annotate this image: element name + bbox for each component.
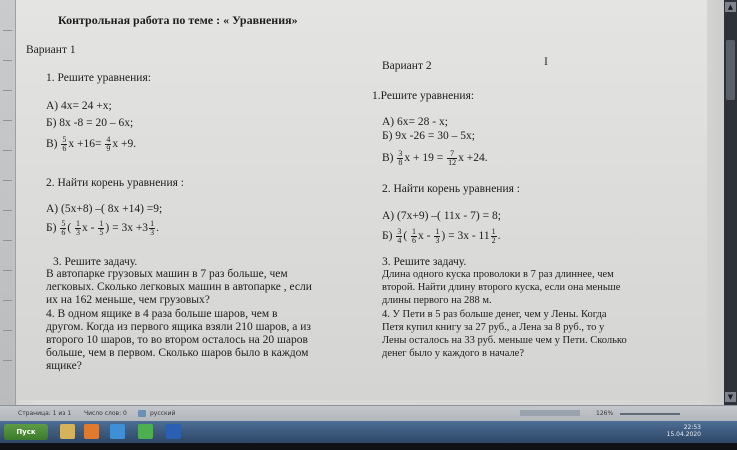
chrome-icon[interactable]	[138, 424, 153, 439]
vertical-ruler[interactable]	[0, 0, 16, 405]
document-title: Контрольная работа по теме : « Уравнения»	[58, 13, 298, 27]
v1-problem-line: их на 162 меньше, чем грузовых?	[46, 294, 210, 306]
page-count: Страница: 1 из 1	[18, 410, 72, 417]
vertical-scrollbar[interactable]	[724, 0, 737, 405]
v2-eq-c: В) $\frac{3}{8}$ х + 19 = $\frac{7}{12}$ х +24.	[382, 149, 488, 167]
text-cursor-icon: Ι	[544, 54, 548, 68]
v1-problem-line: ящике?	[46, 360, 82, 372]
v2-problem-line: 4. У Пети в 5 раз больше денег, чем у Лены. Когда	[382, 309, 607, 320]
v2-section-3: 3. Решите задачу.	[382, 256, 467, 268]
v2-problem-line: длины первого на 288 м.	[382, 295, 492, 306]
system-clock[interactable]: 22:53 15.04.2020	[666, 424, 701, 438]
v1-section-1: 1. Решите уравнения:	[46, 72, 151, 84]
v2-problem-line: Лены осталось на 33 руб. меньше чем у Пети. Сколько	[382, 335, 627, 346]
word-count: Число слов: 0	[84, 410, 127, 417]
word-icon[interactable]	[166, 424, 181, 439]
v1-eq-d: А) (5х+8) –( 8х +14) =9;	[46, 203, 163, 215]
v2-section-2: 2. Найти корень уравнения :	[382, 183, 520, 195]
v1-eq-b: Б) 8х -8 = 20 – 6х;	[46, 117, 134, 129]
v2-eq-a: А) 6х= 28 - х;	[382, 116, 448, 128]
v2-problem-line: второй. Найти длину второго куска, если она меньше	[382, 282, 621, 293]
browser-icon[interactable]	[110, 424, 125, 439]
variant-2-heading: Вариант 2	[382, 60, 432, 72]
file-explorer-icon[interactable]	[60, 424, 75, 439]
v2-problem-line: Длина одного куска проволоки в 7 раз длиннее, чем	[382, 269, 614, 280]
v1-problem-line: другом. Когда из первого ящика взяли 210 шаров, а из	[46, 321, 311, 333]
v1-problem-line: больше, чем в первом. Сколько шаров было в каждом	[46, 347, 309, 359]
v1-section-2: 2. Найти корень уравнения :	[46, 177, 184, 189]
v1-problem-line: 4. В одном ящике в 4 раза больше шаров, чем в	[46, 308, 278, 320]
v2-section-1: 1.Решите уравнения:	[372, 90, 475, 102]
v2-eq-b: Б) 9х -26 = 30 – 5х;	[382, 130, 475, 142]
view-buttons[interactable]	[520, 410, 580, 416]
v2-eq-e: Б) $\frac{3}{4}$ ( $\frac{1}{6}$ х - $\frac{1}{3}$ ) = 3х - 11 $\frac{1}{2}$ .	[382, 227, 501, 245]
monitor-bezel	[0, 443, 737, 450]
zoom-slider[interactable]	[620, 413, 680, 415]
v2-problem-line: денег было у каждого в начале?	[382, 348, 525, 359]
fraction: $\frac{5}{6}$	[62, 135, 67, 153]
v1-section-3: 3. Решите задачу.	[53, 256, 138, 268]
taskbar	[0, 421, 737, 443]
language-indicator[interactable]: русский	[150, 410, 176, 417]
v1-problem-line: В автопарке грузовых машин в 7 раз больше, чем	[46, 268, 288, 280]
zoom-level[interactable]: 126%	[596, 410, 614, 417]
scrollbar-thumb[interactable]	[726, 40, 735, 100]
v1-eq-e: Б) $\frac{5}{6}$ ( $\frac{1}{3}$ х - $\frac{1}{5}$ ) = 3х +3 $\frac{1}{3}$ .	[46, 219, 159, 237]
v1-problem-line: второго 10 шаров, то во втором осталось на 20 шаров	[46, 334, 308, 346]
v1-eq-a: А) 4х= 24 +х;	[46, 100, 112, 112]
document-page[interactable]	[16, 0, 707, 400]
fraction: $\frac{4}{9}$	[106, 135, 111, 153]
scroll-up-icon[interactable]: ▲	[725, 2, 736, 12]
variant-1-heading: Вариант 1	[26, 44, 76, 56]
v2-eq-d: А) (7х+9) –( 11х - 7) = 8;	[382, 210, 501, 222]
v1-problem-line: легковых. Сколько легковых машин в автопарке , если	[46, 281, 312, 293]
start-button[interactable]: Пуск	[4, 424, 48, 440]
v1-eq-c: В) $\frac{5}{6}$ х +16= $\frac{4}{9}$ х +9.	[46, 135, 137, 153]
proofing-icon[interactable]	[138, 410, 146, 417]
v2-problem-line: Петя купил книгу за 27 руб., а Лена за 8 руб., то у	[382, 322, 605, 333]
scroll-down-icon[interactable]: ▼	[725, 392, 736, 402]
status-bar	[0, 405, 737, 421]
media-player-icon[interactable]	[84, 424, 99, 439]
